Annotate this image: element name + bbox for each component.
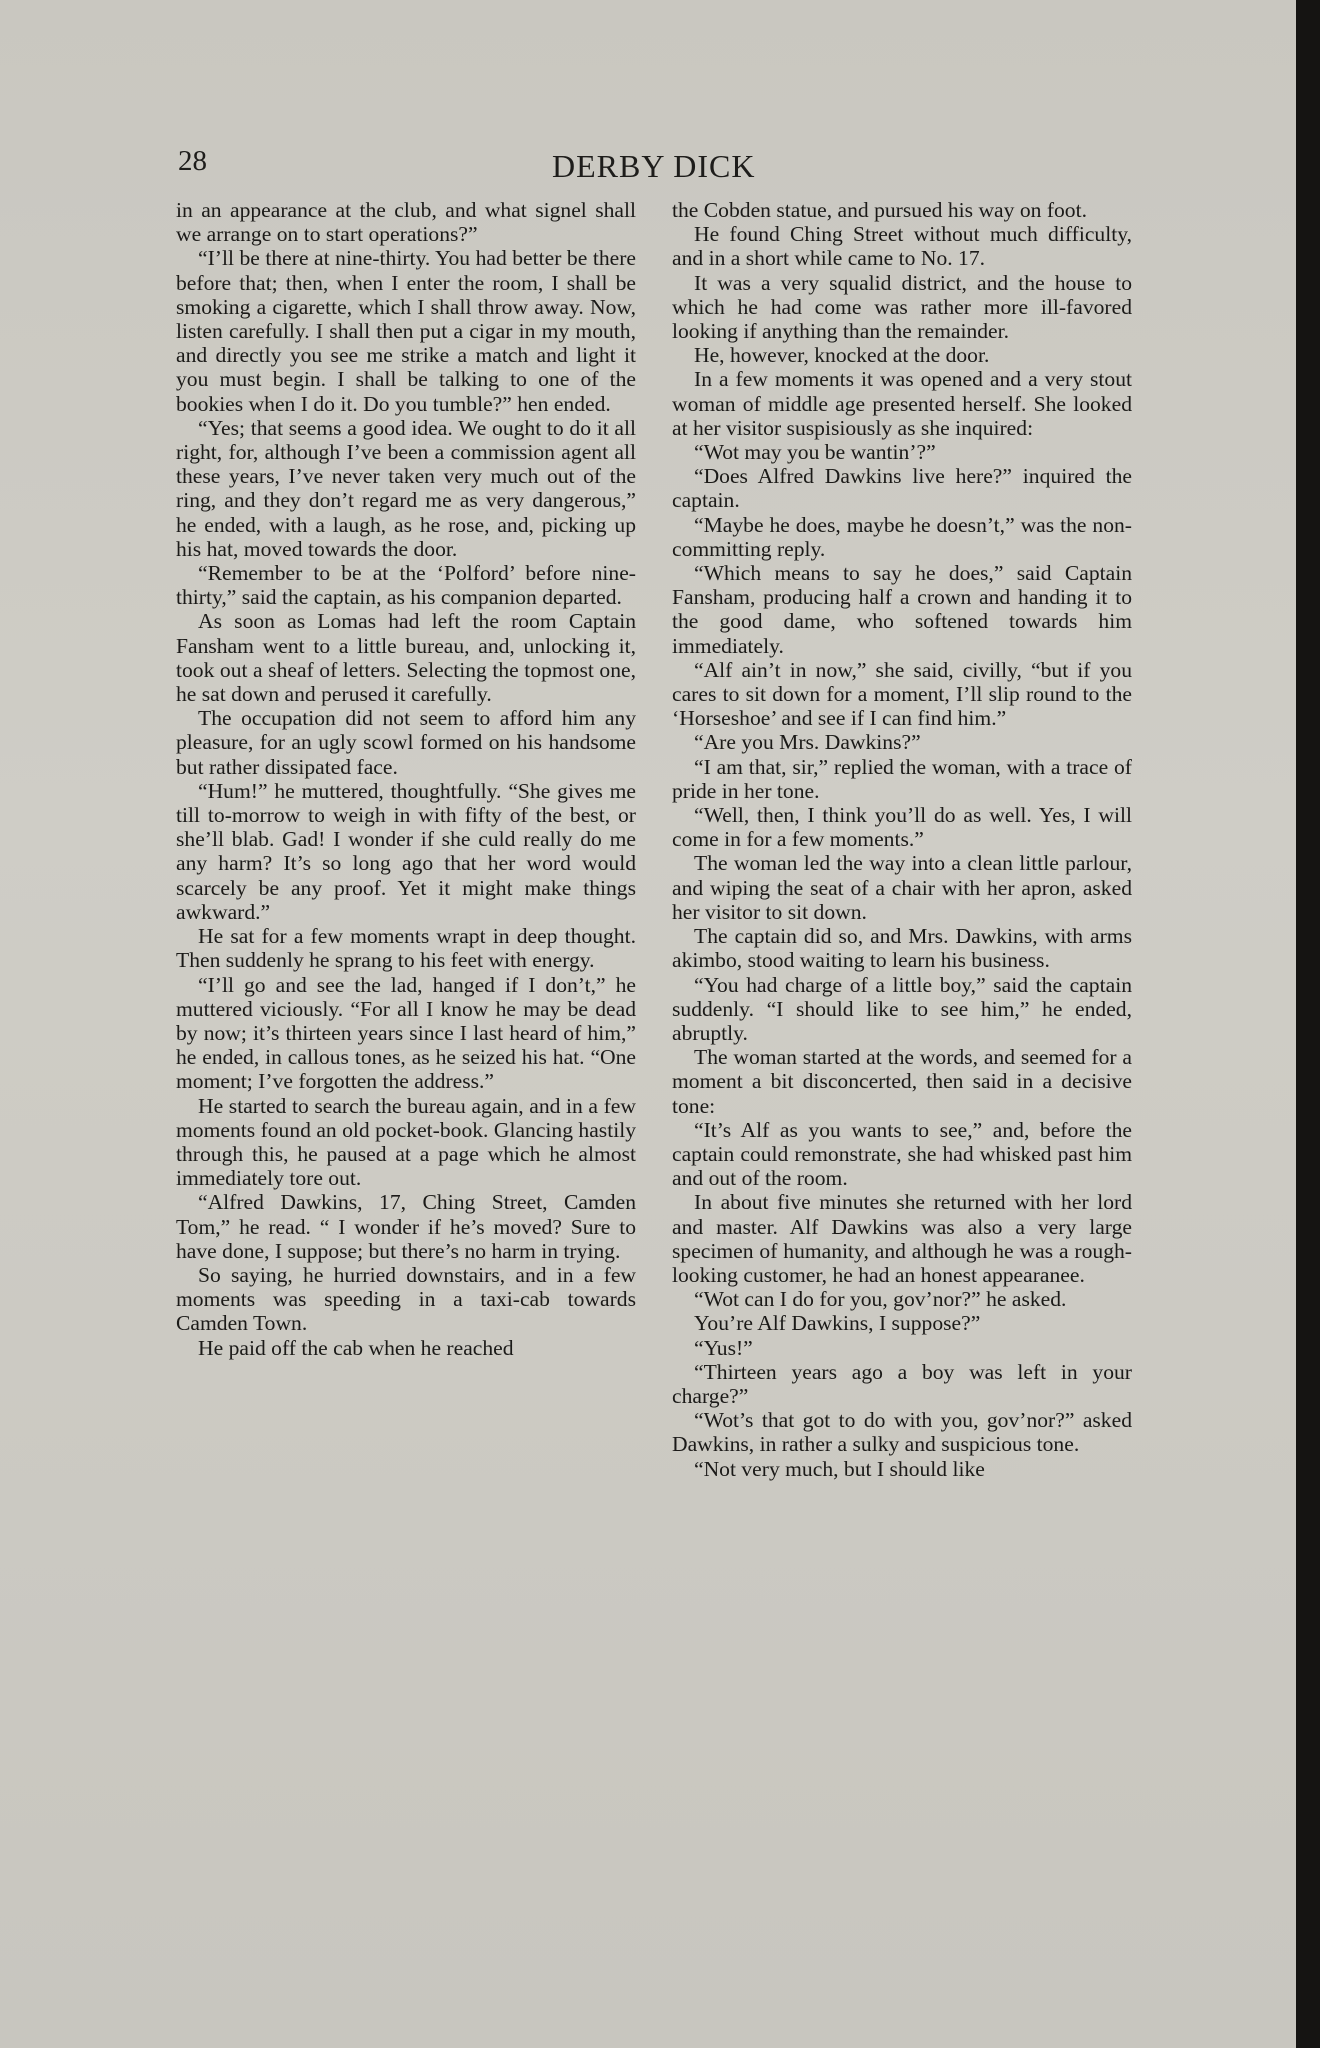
paragraph: “Maybe he does, maybe he doesn’t,” was the non-committing reply.	[672, 512, 1132, 561]
paragraph: the Cobden statue, and pursued his way on foot.	[672, 198, 1088, 222]
paragraph: “Remember to be at the ‘Polford’ before nine-thirty,” said the captain, as his companion departed.	[176, 561, 636, 610]
paragraph: “Alfred Dawkins, 17, Ching Street, Camden Tom,” he read. “ I wonder if he’s moved? Sure to have done, I suppose; but there’s no harm in trying.	[176, 1190, 636, 1263]
paragraph: “Well, then, I think you’ll do as well. Yes, I will come in for a few moments.”	[672, 803, 1132, 852]
paragraph: “It’s Alf as you wants to see,” and, before the captain could remonstrate, she had whisked past him and out of the room.	[672, 1117, 1132, 1191]
running-head: DERBY DICK	[552, 148, 756, 184]
paragraph: The woman led the way into a clean little parlour, and wiping the seat of a chair with her apron, asked her visitor to sit down.	[672, 851, 1132, 924]
page-number: 28	[178, 145, 207, 177]
paragraph: “Does Alfred Dawkins live here?” inquired the captain.	[672, 464, 1132, 513]
paragraph: “Wot may you be wantin’?”	[694, 440, 936, 465]
paragraph: He, however, knocked at the door.	[694, 343, 990, 368]
paragraph: “Yus!”	[694, 1335, 753, 1360]
paragraph: The captain did so, and Mrs. Dawkins, with arms akimbo, stood waiting to learn his business.	[672, 924, 1132, 973]
left-column	[176, 198, 636, 1360]
paragraph: He found Ching Street without much difficulty, and in a short while came to No. 17.	[672, 222, 1132, 271]
paragraph: You’re Alf Dawkins, I suppose?”	[694, 1311, 981, 1336]
scan-dark-edge	[1296, 0, 1320, 2048]
paragraph: “Yes; that seems a good idea. We ought to do it all right, for, although I’ve been a commission agent all these years, I’ve never taken very much out of the ring, and they don’t regard me as very dangerous,” he ended, with a laugh, as he rose, and, picking up his hat, moved towards the door.	[176, 415, 636, 561]
paragraph: “I am that, sir,” replied the woman, with a trace of pride in her tone.	[672, 754, 1132, 803]
paragraph: “Alf ain’t in now,” she said, civilly, “but if you cares to sit down for a moment, I’ll slip round to the ‘Horseshoe’ and see if I can find him.”	[672, 657, 1132, 731]
paragraph: He sat for a few moments wrapt in deep thought. Then suddenly he sprang to his feet with energy.	[176, 924, 636, 973]
paragraph: “Are you Mrs. Dawkins?”	[694, 730, 921, 755]
paragraph: “Wot can I do for you, gov’nor?” he asked.	[694, 1287, 1067, 1312]
paragraph: “Which means to say he does,” said Captain Fansham, producing half a crown and handing it to the good dame, who softened towards him immediately.	[672, 561, 1132, 658]
paragraph: in an appearance at the club, and what signel shall we arrange on to start operations?”	[176, 198, 636, 247]
paragraph: He paid off the cab when he reached	[198, 1335, 514, 1360]
paragraph: “Wot’s that got to do with you, gov’nor?” asked Dawkins, in rather a sulky and suspicious tone.	[672, 1408, 1132, 1457]
paragraph: “I’ll be there at nine-thirty. You had better be there before that; then, when I enter the room, I shall be smoking a cigarette, which I shall throw away. Now, listen carefully. I shall then put a cigar in my mouth, and directly you see me strike a match and light it you must begin. I shall be talking to one of the bookies when I do it. Do you tumble?” hen ended.	[176, 246, 636, 416]
paragraph: “Thirteen years ago a boy was left in your charge?”	[672, 1359, 1132, 1408]
paragraph: As soon as Lomas had left the room Captain Fansham went to a little bureau, and, unlocking it, took out a sheaf of letters. Selecting the topmost one, he sat down and perused it carefully.	[176, 609, 636, 707]
paragraph: “Not very much, but I should like	[694, 1456, 985, 1481]
paragraph: So saying, he hurried downstairs, and in a few moments was speeding in a taxi-cab towards Camden Town.	[176, 1262, 636, 1336]
paragraph: “You had charge of a little boy,” said the captain suddenly. “I should like to see him,” he ended, abruptly.	[672, 972, 1132, 1045]
paragraph: “I’ll go and see the lad, hanged if I don’t,” he muttered viciously. “For all I know he may be dead by now; it’s thirteen years since I last heard of him,” he ended, in callous tones, as he seized his hat. “One moment; I’ve forgotten the address.”	[176, 972, 636, 1094]
paragraph: It was a very squalid district, and the house to which he had come was rather more ill-favored looking if anything than the remainder.	[672, 270, 1132, 344]
paragraph: “Hum!” he muttered, thoughtfully. “She gives me till to-morrow to weigh in with fifty of the best, or she’ll blab. Gad! I wonder if she culd really do me any harm? It’s so long ago that her word would scarcely be any proof. Yet it might make things awkward.”	[176, 778, 636, 924]
right-column	[672, 198, 1132, 1481]
paragraph: The woman started at the words, and seemed for a moment a bit disconcerted, then said in a decisive tone:	[672, 1045, 1132, 1118]
paragraph: The occupation did not seem to afford him any pleasure, for an ugly scowl formed on his handsome but rather dissipated face.	[176, 706, 636, 779]
paragraph: He started to search the bureau again, and in a few moments found an old pocket-book. Glancing hastily through this, he paused at a page which he almost immediately tore out.	[176, 1093, 636, 1191]
paragraph: In a few moments it was opened and a very stout woman of middle age presented herself. She looked at her visitor suspisiously as she inquired:	[672, 367, 1132, 440]
paragraph: In about five minutes she returned with her lord and master. Alf Dawkins was also a very large specimen of humanity, and although he was a rough-looking customer, he had an honest appearanee.	[672, 1190, 1132, 1287]
